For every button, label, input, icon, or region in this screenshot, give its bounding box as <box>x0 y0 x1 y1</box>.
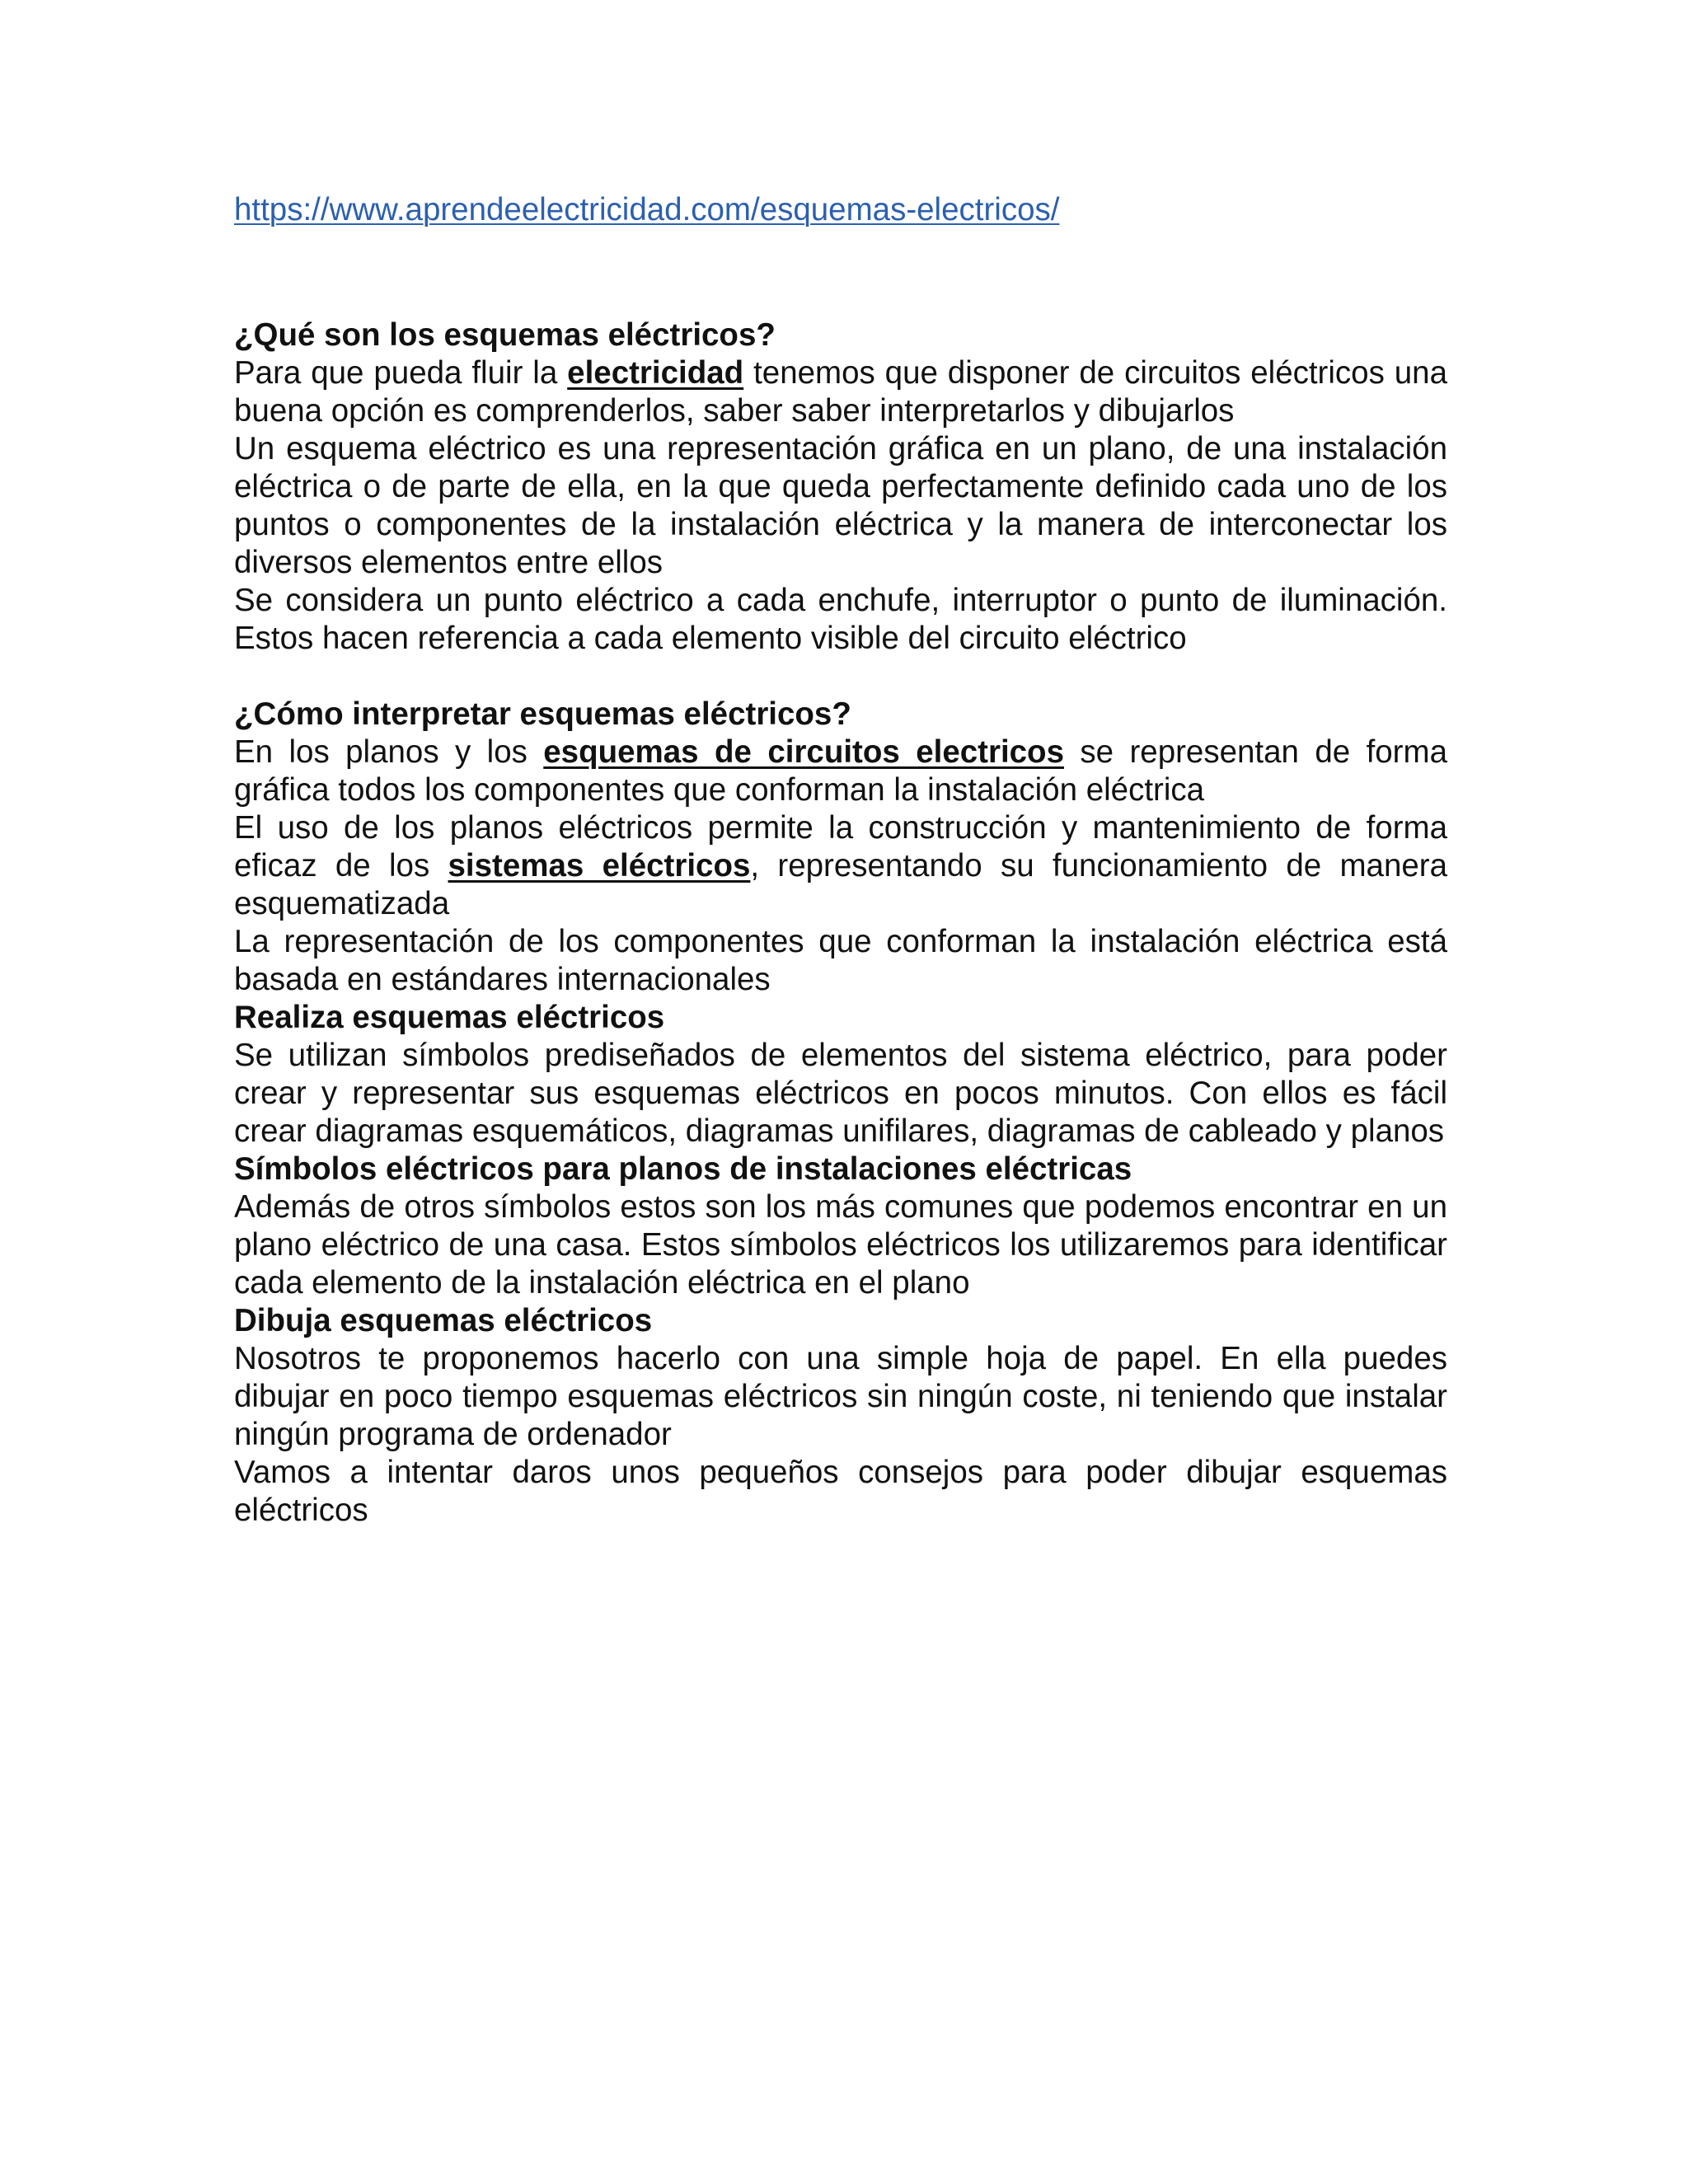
paragraph <box>234 809 1447 923</box>
source-url-link[interactable]: https://www.aprendeelectricidad.com/esquemas-electricos/ <box>234 192 1060 227</box>
section-simbolos <box>234 1151 1447 1302</box>
text-run: Para que pueda fluir la <box>234 355 568 391</box>
document-page <box>234 191 1447 1530</box>
section-heading: Símbolos eléctricos para planos de instalaciones eléctricas <box>234 1151 1132 1187</box>
blank-line <box>234 658 1447 696</box>
text-run: El uso de los planos eléctricos permite la construcción y mantenimiento de forma eficaz de los <box>234 810 1447 883</box>
section-dibuja <box>234 1302 1447 1530</box>
section-que-son <box>234 316 1447 658</box>
link-sistemas-electricos[interactable]: sistemas eléctricos <box>448 848 751 883</box>
paragraph: Vamos a intentar daros unos pequeños consejos para poder dibujar esquemas eléctricos <box>234 1455 1447 1528</box>
section-heading: ¿Qué son los esquemas eléctricos? <box>234 317 776 353</box>
section-heading: Dibuja esquemas eléctricos <box>234 1303 653 1338</box>
paragraph <box>234 733 1447 809</box>
link-esquemas-de-circuitos[interactable]: esquemas de circuitos electricos <box>543 734 1064 770</box>
paragraph: Además de otros símbolos estos son los más comunes que podemos encontrar en un plano eléctrico de una casa. Estos símbolos eléctricos los utilizaremos para identificar cada elemento de la instalación eléctrica en el plano <box>234 1189 1447 1301</box>
section-como-interpretar <box>234 696 1447 999</box>
source-url-line <box>234 191 1447 229</box>
link-electricidad[interactable]: electricidad <box>567 355 744 391</box>
section-heading: ¿Cómo interpretar esquemas eléctricos? <box>234 696 851 732</box>
paragraph: Se considera un punto eléctrico a cada enchufe, interruptor o punto de iluminación. Estos hacen referencia a cada elemento visible del circuito eléctrico <box>234 583 1447 656</box>
text-run: En los planos y los <box>234 734 544 770</box>
paragraph: Se utilizan símbolos prediseñados de elementos del sistema eléctrico, para poder crear y representar sus esquemas eléctricos en pocos minutos. Con ellos es fácil crear diagramas esquemáticos, diagramas unifilares, diagramas de cableado y planos <box>234 1038 1447 1149</box>
paragraph: Un esquema eléctrico es una representación gráfica en un plano, de una instalación eléctrica o de parte de ella, en la que queda perfectamente definido cada uno de los puntos o componentes de la instalación eléctrica y la manera de interconectar los diversos elementos entre ellos <box>234 431 1447 580</box>
text-run: se representan de forma gráfica todos los componentes que conforman la instalación eléctrica <box>234 734 1447 808</box>
paragraph: La representación de los componentes que conforman la instalación eléctrica está basada en estándares internacionales <box>234 924 1447 997</box>
text-run: , representando su funcionamiento de manera esquematizada <box>234 848 1447 921</box>
paragraph: Nosotros te proponemos hacerlo con una simple hoja de papel. En ella puedes dibujar en poco tiempo esquemas eléctricos sin ningún coste, ni teniendo que instalar ningún programa de ordenador <box>234 1341 1447 1452</box>
section-realiza <box>234 999 1447 1151</box>
section-heading: Realiza esquemas eléctricos <box>234 1000 665 1035</box>
text-run: tenemos que disponer de circuitos eléctricos una buena opción es comprenderlos, saber saber interpretarlos y dibujarlos <box>234 355 1447 429</box>
paragraph <box>234 354 1447 430</box>
